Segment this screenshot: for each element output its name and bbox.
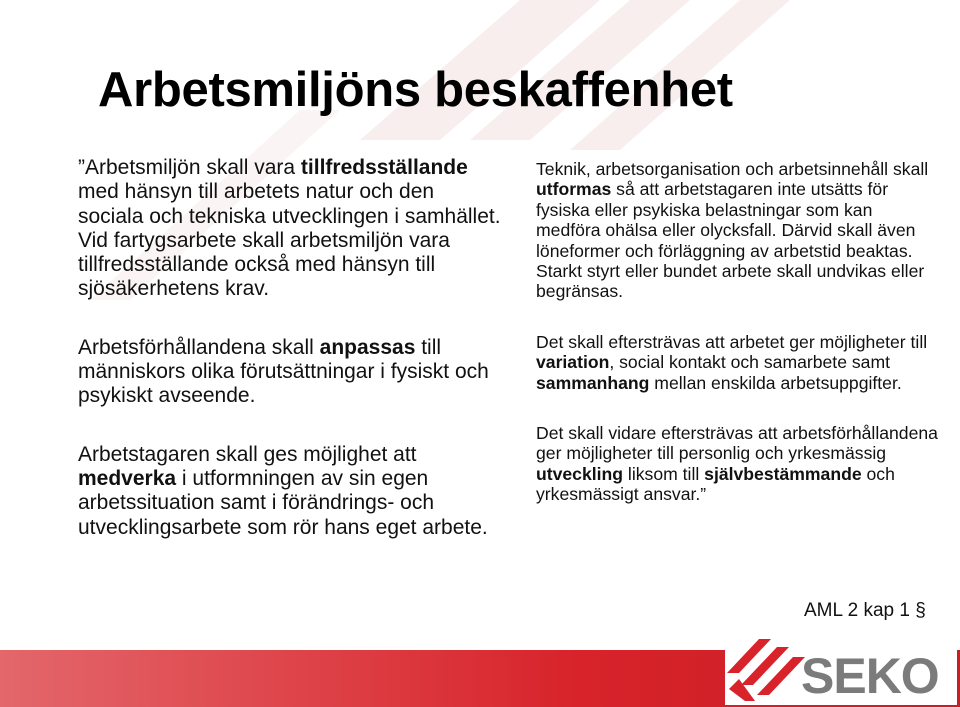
paragraph-variation: Det skall eftersträvas att arbetet ger möjligheter till variation, social kontakt och samarbete samt sammanhang mellan enskilda arbetsuppgifter.	[536, 331, 928, 393]
law-reference: AML 2 kap 1 §	[804, 600, 926, 621]
right-column	[536, 159, 941, 505]
paragraph-arbetsmiljo: ”Arbetsmiljön skall vara tillfredsställande med hänsyn till arbetets natur och den sociala och tekniska utvecklingen i samhället. Vid fartygsarbete skall arbetsmiljön vara tillfredsställande också med hänsyn till sjösäkerhetens krav.	[78, 156, 501, 301]
paragraph-utformas: Teknik, arbetsorganisation och arbetsinnehåll skall utformas så att arbetstagaren inte utsätts för fysiska eller psykiska belastningar som kan medföra ohälsa eller olycksfall. Därvid skall även löneformer och förläggning av arbetstid beaktas. Starkt styrt eller bundet arbete skall undvikas eller begränsas.	[536, 159, 929, 302]
seko-logo	[725, 627, 957, 705]
paragraph-anpassas: Arbetsförhållandena skall anpassas till människors olika förutsättningar i fysiskt och psykiskt avseende.	[78, 335, 489, 408]
left-column	[78, 156, 503, 540]
slide-title: Arbetsmiljöns beskaffenhet	[98, 63, 733, 117]
seko-logo-text: SEKO	[801, 648, 939, 704]
paragraph-medverka: Arbetstagaren skall ges möjlighet att medverka i utformningen av sin egen arbetssituation samt i förändrings- och utvecklingsarbete som rör hans eget arbete.	[78, 442, 488, 539]
paragraph-utveckling: Det skall vidare eftersträvas att arbetsförhållandena ger möjligheter till personlig och yrkesmässig utveckling liksom till självbestämmande och yrkesmässigt ansvar.”	[536, 423, 938, 505]
